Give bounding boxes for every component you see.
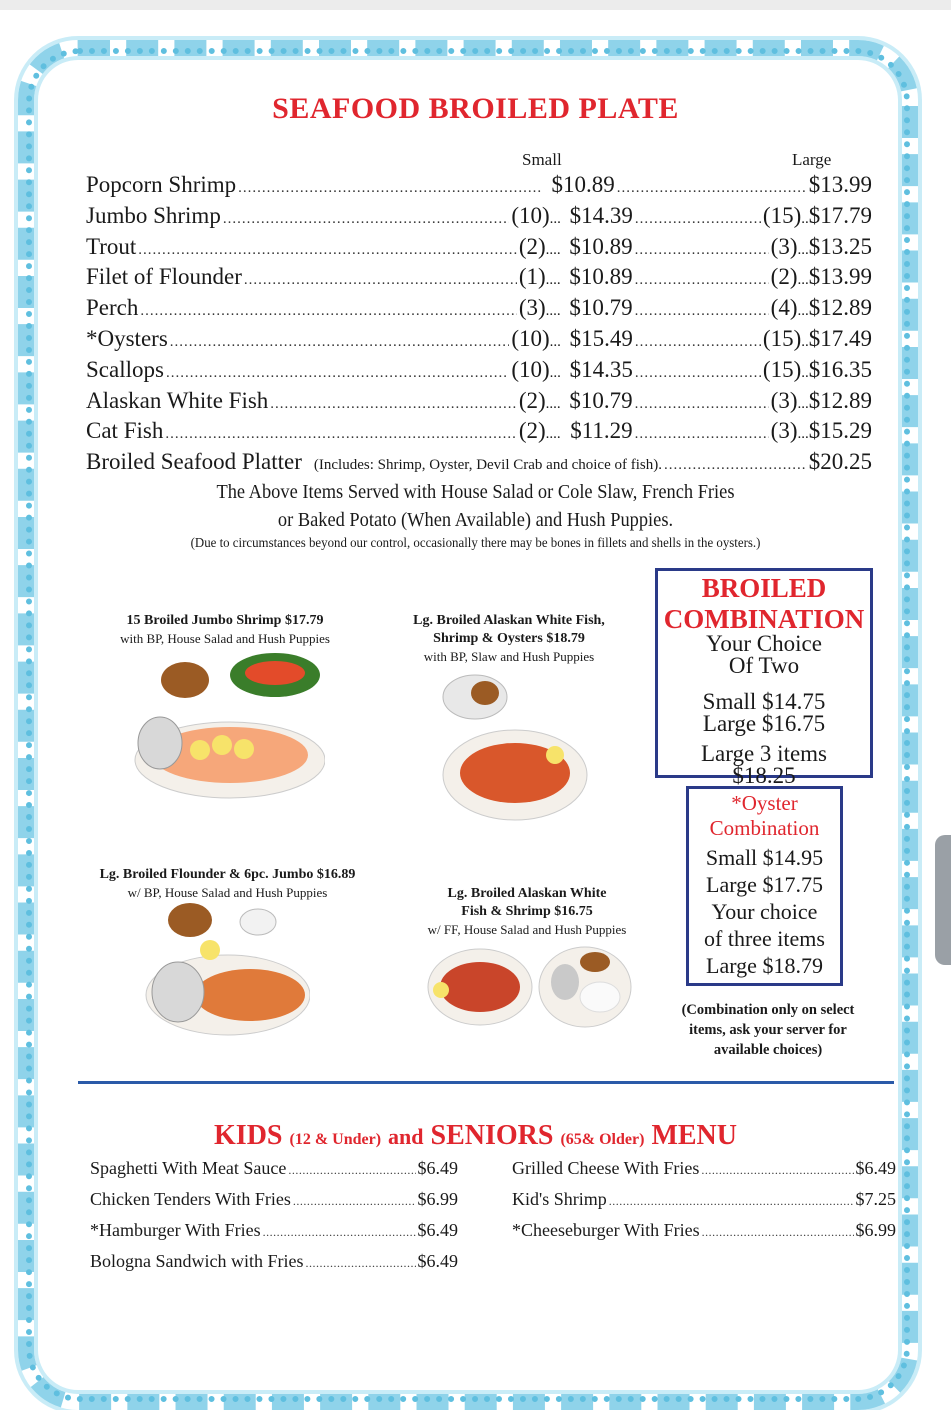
item-name: Popcorn Shrimp	[86, 172, 237, 197]
item-large-qty: (3)	[770, 387, 798, 413]
item-large-qty: (15)	[762, 356, 802, 382]
oyster-combination-box	[686, 786, 843, 986]
kids-item	[512, 1220, 896, 1251]
and-label: and	[388, 1124, 424, 1149]
menu-item-row: Trout ..... (2) .... $10.89 ..... (3) ... $13.25	[86, 234, 872, 265]
item-large-price: $12.89	[808, 295, 872, 321]
item-small-price: $15.49	[569, 325, 633, 351]
platter-note: (Includes: Shrimp, Oyster, Devil Crab and choice of fish).	[313, 457, 662, 474]
section-divider	[78, 1081, 894, 1084]
platter-name: Broiled Seafood Platter	[86, 449, 302, 475]
kids-item-price: $7.25	[855, 1189, 896, 1209]
seniors-age: (65& Older)	[560, 1131, 645, 1148]
item-name: Scallops	[86, 356, 164, 382]
served-with-line-2: or Baked Potato (When Available) and Hush Puppies.	[277, 509, 674, 531]
kids-item	[90, 1189, 458, 1220]
kids-menu-right	[512, 1158, 896, 1251]
oyster-title-1: *Oyster	[731, 791, 798, 815]
kids-menu-left	[90, 1158, 458, 1282]
item-large-qty: (2)	[770, 264, 798, 290]
dish-2-photo	[435, 665, 595, 825]
item-small-qty: (2)	[518, 418, 546, 444]
item-small-price: $10.89	[569, 233, 633, 259]
item-small-qty: (10)	[511, 325, 550, 351]
item-large-qty: (4)	[770, 295, 798, 321]
item-name: Cat Fish	[86, 418, 164, 444]
item-small-qty: (1)	[518, 264, 546, 290]
dish-2-title-2: Shrimp & Oysters $18.79	[433, 631, 585, 646]
dish-2-caption	[390, 612, 628, 666]
dish-2-sub: with BP, Slaw and Hush Puppies	[423, 649, 595, 664]
side-scroll-tab[interactable]	[935, 835, 951, 965]
dish-3-title: Lg. Broiled Flounder & 6pc. Jumbo $16.89	[99, 867, 356, 882]
item-small-price: $14.35	[569, 356, 633, 382]
kids-item-name: Bologna Sandwich with Fries	[90, 1251, 304, 1271]
item-name: Jumbo Shrimp	[86, 202, 221, 228]
item-small-price: $10.89	[569, 264, 633, 290]
item-large-qty: (3)	[770, 233, 798, 259]
dish-3-photo	[140, 900, 310, 1040]
combination-note: (Combination only on select items, ask your server for available choices)	[681, 1002, 855, 1058]
menu-item-row	[86, 172, 872, 203]
menu-item-row: Cat Fish ..... (2) .... $11.29 ..... (3) ... $15.29	[86, 418, 872, 449]
seniors-label: SENIORS	[430, 1120, 554, 1151]
menu-item-row: Filet of Flounder ..... (1) .... $10.89 ..... (2) ... $13.99	[86, 264, 872, 295]
top-bar	[0, 0, 951, 10]
broiled-combination-box	[655, 568, 873, 788]
item-small-price: $10.79	[569, 295, 633, 321]
item-large-price: $13.99	[808, 172, 872, 197]
menu-item-row: Jumbo Shrimp ..... (10) ... $14.39 ..... (15) .. $17.79	[86, 203, 872, 234]
item-small-qty: (3)	[518, 295, 546, 321]
item-small-price: $14.39	[569, 202, 633, 228]
combo-title-2: COMBINATION	[663, 604, 865, 634]
combo-large: Large $16.75	[702, 711, 826, 736]
item-large-qty: (3)	[770, 418, 798, 444]
dish-3-sub: w/ BP, House Salad and Hush Puppies	[127, 885, 328, 900]
kids-item	[90, 1220, 458, 1251]
item-name: Alaskan White Fish	[86, 387, 269, 413]
item-small-qty: (10)	[511, 202, 550, 228]
kids-item-name: *Cheeseburger With Fries	[512, 1220, 700, 1240]
combo-line-2: Of Two	[728, 653, 800, 678]
item-name: *Oysters	[86, 325, 168, 351]
dish-1-photo	[120, 645, 325, 805]
dish-4-title-2: Fish & Shrimp $16.75	[461, 904, 593, 919]
item-small-qty: (2)	[518, 233, 546, 259]
item-large-price: $13.99	[808, 264, 872, 290]
menu-item-row: *Oysters ..... (10) ... $15.49 ..... (15) .. $17.49	[86, 326, 872, 357]
kids-age: (12 & Under)	[289, 1131, 382, 1148]
oyster-small: Small $14.95	[705, 845, 824, 870]
oyster-line-2: of three items	[704, 926, 825, 951]
dish-1-title: 15 Broiled Jumbo Shrimp $17.79	[126, 613, 324, 628]
combo-large3-2: $18.25	[732, 763, 796, 788]
kids-item	[90, 1251, 458, 1282]
menu-item-row: Alaskan White Fish ..... (2) .... $10.79 ..... (3) ... $12.89	[86, 388, 872, 419]
kids-item	[512, 1189, 896, 1220]
item-large-price: $17.49	[808, 325, 872, 351]
menu-item-row: Perch ..... (3) .... $10.79 ..... (4) ... $12.89	[86, 295, 872, 326]
kids-item	[512, 1158, 896, 1189]
menu-item-row: Scallops ..... (10) ... $14.35 ..... (15) .. $16.35	[86, 357, 872, 388]
kids-item-name: Grilled Cheese With Fries	[512, 1158, 700, 1178]
item-small-price: $11.29	[570, 418, 633, 444]
kids-item-name: *Hamburger With Fries	[90, 1220, 261, 1240]
menu-label: MENU	[651, 1120, 737, 1151]
combo-large3-1: Large 3 items	[700, 741, 828, 766]
dish-4-photo	[425, 942, 635, 1037]
dish-4-sub: w/ FF, House Salad and Hush Puppies	[427, 922, 627, 937]
item-large-price: $13.25	[808, 233, 872, 259]
item-large-qty: (15)	[762, 325, 802, 351]
kids-item-price: $6.49	[417, 1251, 458, 1271]
kids-item	[90, 1158, 458, 1189]
kids-item-name: Chicken Tenders With Fries	[90, 1189, 291, 1209]
item-small-qty: (10)	[511, 356, 550, 382]
oyster-title-2: Combination	[709, 816, 820, 840]
oyster-line-1: Your choice	[711, 899, 818, 924]
dish-4-title-1: Lg. Broiled Alaskan White	[447, 886, 607, 901]
item-name: Trout	[86, 233, 137, 259]
item-large-price: $17.79	[808, 202, 872, 228]
dish-1-sub: with BP, House Salad and Hush Puppies	[120, 631, 330, 646]
combo-small: Small $14.75	[702, 689, 826, 714]
dish-1-caption	[100, 612, 350, 648]
item-large-price: $12.89	[808, 387, 872, 413]
item-large-price: $15.29	[808, 418, 872, 444]
kids-item-price: $6.49	[417, 1158, 458, 1178]
item-large-qty: (15)	[762, 202, 802, 228]
kids-item-name: Spaghetti With Meat Sauce	[90, 1158, 287, 1178]
large-header: Large	[792, 150, 832, 169]
seafood-items-list	[86, 172, 872, 479]
oyster-large3: Large $18.79	[706, 953, 823, 978]
item-large-price: $16.35	[808, 356, 872, 382]
combo-line-1: Your Choice	[706, 631, 822, 656]
item-name: Perch	[86, 295, 139, 321]
served-with-line-1: The Above Items Served with House Salad or Cole Slaw, French Fries	[216, 481, 735, 503]
kids-item-price: $6.99	[417, 1189, 458, 1209]
platter-row	[86, 449, 872, 479]
oyster-large: Large $17.75	[706, 872, 823, 897]
disclaimer: (Due to circumstances beyond our control, occasionally there may be bones in fillets and shells in the oysters.)	[190, 536, 761, 551]
dish-2-title-1: Lg. Broiled Alaskan White Fish,	[413, 613, 605, 628]
kids-item-price: $6.49	[855, 1158, 896, 1178]
item-small-price: $10.79	[569, 387, 633, 413]
combo-title-1: BROILED	[701, 573, 827, 603]
dish-3-caption	[95, 866, 360, 902]
page-title: SEAFOOD BROILED PLATE	[272, 92, 679, 125]
kids-item-price: $6.99	[855, 1220, 896, 1240]
item-small-qty: (2)	[518, 387, 546, 413]
item-small-price: $10.89	[551, 172, 615, 197]
item-name: Filet of Flounder	[86, 264, 242, 290]
small-header: Small	[522, 150, 562, 169]
dish-4-caption	[418, 885, 636, 939]
kids-seniors-title	[0, 1120, 951, 1152]
kids-item-name: Kid's Shrimp	[512, 1189, 607, 1209]
kids-item-price: $6.49	[417, 1220, 458, 1240]
kids-label: KIDS	[214, 1120, 283, 1151]
platter-price: $20.25	[808, 449, 872, 475]
